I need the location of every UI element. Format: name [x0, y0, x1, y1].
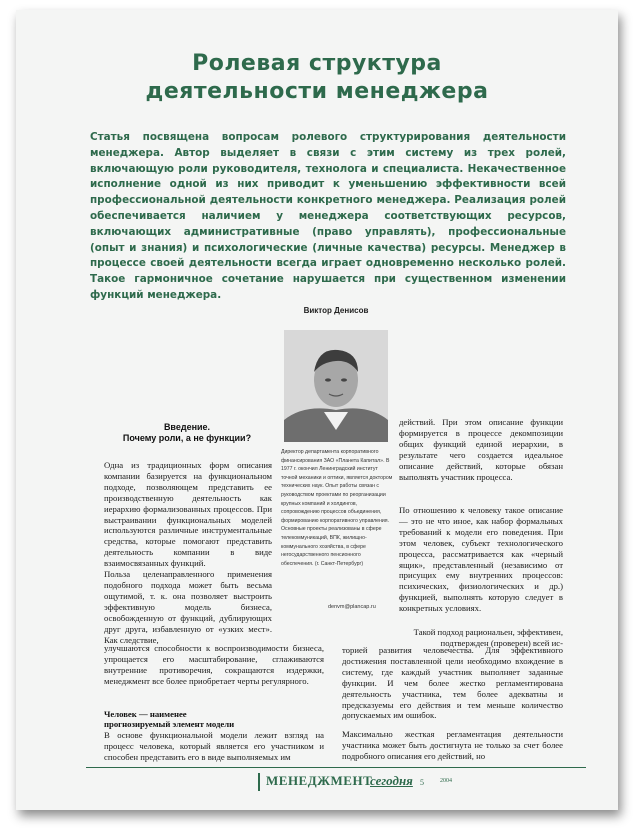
issue-year: 2004 — [440, 778, 452, 784]
footer-rule — [86, 767, 586, 768]
paragraph-cont: торией развития человечества. Для эффективного достижения поставленной цели необходимо вхождение в систему, где каждый участник выполняет заданные функции. И чем более жестко регламентирована деятельность участника, тем более адекватны и предсказуемы его действия и тем меньше количество допускаемых им ошибок. — [342, 645, 563, 721]
author-name: Виктор Денисов — [303, 306, 369, 315]
author-portrait-icon — [284, 330, 388, 442]
section-heading-human — [104, 709, 304, 729]
paragraph: По отношению к человеку такое описание — это не что иное, как набор формальных требований к модели его поведения. При этом человек, субъект технологического процесса, рассматривается как «черный ящик», представленный (независимо от присущих ему внутренних процессов: психических, физиологических и др.) функцией, выполнять которую следует в конкретных условиях. — [399, 505, 563, 614]
paragraph-text: Одна из традиционных форм описания компании базируется на функциональном подходе, позволяющем представить ее производственную деятельность как иерархию формализованных процессов. При выстраивании функциональных моделей используются различные инструментальные средства, которые помогают представить деятельность компании в виде взаимосвязанных функций. — [104, 460, 272, 569]
magazine-name: МЕНЕДЖМЕНТ — [266, 773, 373, 788]
paragraph: В основе функциональной модели лежит взгляд на процесс человека, который является его участником и способен представить его в виде выполняемых им — [104, 730, 324, 762]
paragraph: Максимально жесткая регламентация деятельности участника может быть достигнута не только за счет более подробного описания его действий, но — [342, 729, 563, 761]
paragraph: действий. При этом описание функции формируется в процессе декомпозиции общих функций единой иерархии, в результате чего создается идеальное описание действий, которые обязан выполнять участник процесса. — [399, 417, 563, 482]
author-bio: Директор департамента корпоративного финансирования ЗАО «Планета Капитал». В 1977 г. окончил Ленинградский институт точной механики и оптики, является доктором технических наук. Опыт работы связан с руководством проектами по реорганизации крупных компаний и холдингов, сопровождению процессов объединения, формированию корпоративного управления. Основные проекты реализованы в сфере телекоммуникаций, ВПК, жилищно-коммунального хозяйства, в сфере негосударственного пенсионного обеспечения. (г. Санкт-Петербург) — [281, 449, 393, 567]
article-title-line1: Ролевая структура — [192, 51, 442, 76]
article-title-line2: деятельности менеджера — [145, 79, 489, 104]
footer-bar — [258, 773, 260, 791]
section-heading-human-line1: Человек — наименее — [104, 709, 187, 719]
article-lead: Статья посвящена вопросам ролевого структурирования деятельности менеджера. Автор выделяет в связи с этим систему из трех ролей, включающую роли руководителя, технолога и специалиста. Некачественное исполнение одной из них приводит к уменьшению эффективности всей профессиональной деятельности конкретного менеджера. Реализация ролей обеспечивается наличием у менеджера соответствующих ресурсов, включающих административные (право управлять), профессиональные (опыт и знания) и психологические (личные качества) ресурсы. Менеджер в процессе своей деятельности всегда играет одновременно несколько ролей. Такое гармоничное сочетание нарушается при существенном изменении функций менеджера. — [90, 131, 566, 301]
magazine-page — [16, 10, 618, 810]
section-heading-human-line2: прогнозируемый элемент модели — [104, 719, 235, 729]
article-title — [16, 50, 618, 106]
magazine-name-suffix: сегодня — [370, 773, 413, 788]
section-heading-intro-line2: Почему роли, а не функции? — [122, 433, 252, 443]
author-photo — [284, 330, 388, 442]
paragraph: Такой подход рациональен, эффективен, подтвержден (проверен) всей ис- — [413, 627, 563, 648]
issue-number: 5 — [420, 778, 424, 787]
paragraph-cont: улучшаются способности к воспроизводимости бизнеса, упрощается его масштабирование, сглаживаются внутренние противоречия, сокращаются издержки, менеджмент все более приобретает черты регулярного. — [104, 643, 324, 686]
section-heading-intro — [112, 422, 262, 444]
paragraph — [104, 460, 272, 645]
section-heading-intro-line1: Введение. — [163, 422, 211, 432]
author-email: denvm@plancap.ru — [328, 604, 376, 610]
paragraph-text: Польза целенаправленного применения подобного подхода может быть весьма ощутимой, т. к. она позволяет выстроить эффективную модель бизнеса, освобожденную от функций, дублирующих друг друга, избавленную от «узких мест». Как следствие, — [104, 569, 272, 645]
